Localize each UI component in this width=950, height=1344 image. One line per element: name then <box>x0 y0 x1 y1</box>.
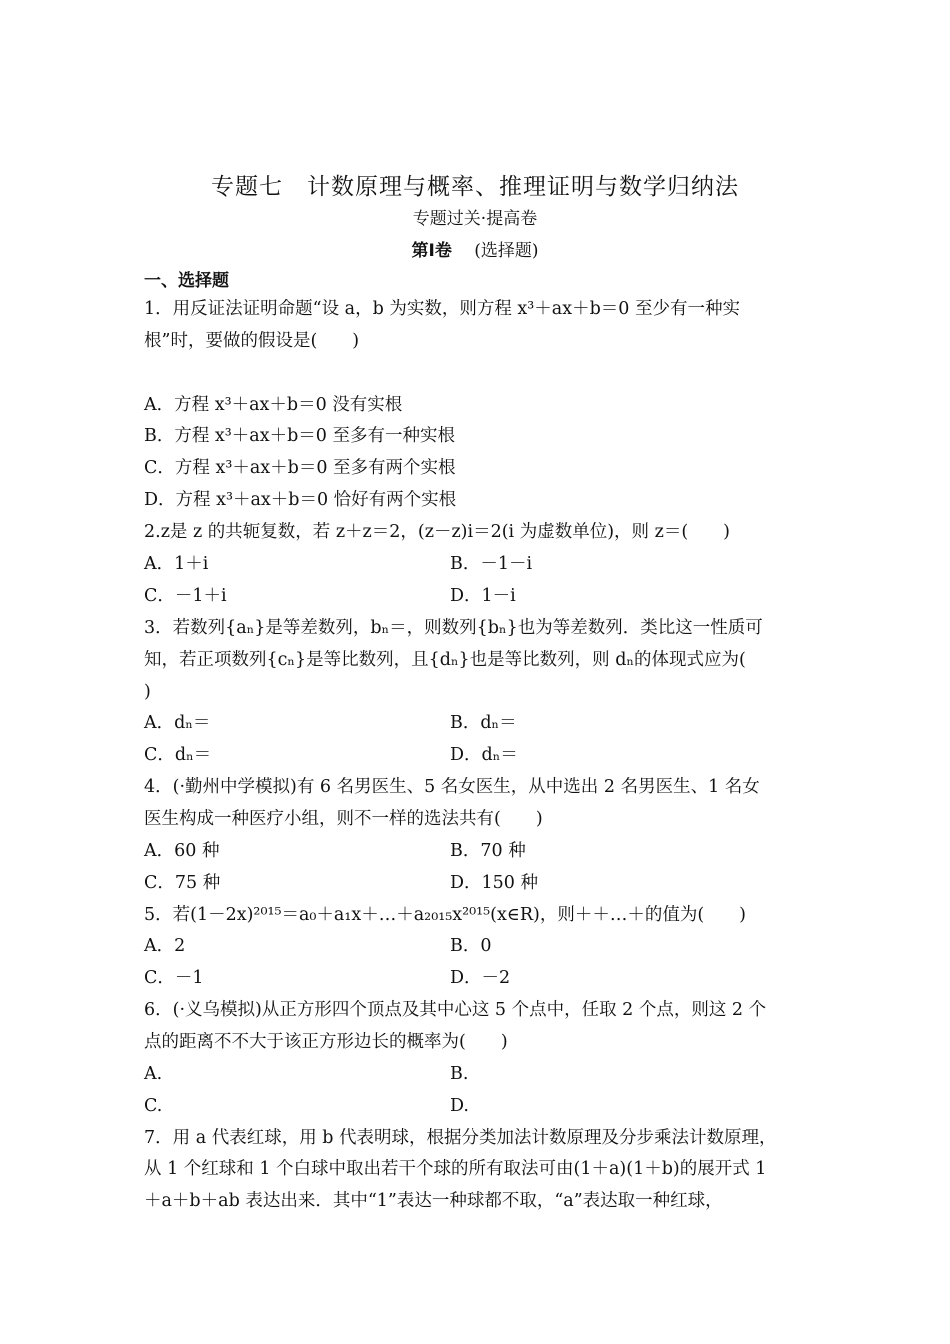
question-6-line-1: 6．(·义乌模拟)从正方形四个顶点及其中心这 5 个点中，任取 2 个点，则这 2 个 <box>144 1000 767 1020</box>
question-5-line: 5．若(1－2x)²⁰¹⁵＝a₀＋a₁x＋…＋a₂₀₁₅x²⁰¹⁵(x∈R)，则＋＋…＋的值为( ) <box>144 905 746 925</box>
question-7-line-1: 7．用 a 代表红球，用 b 代表明球，根据分类加法计数原理及分步乘法计数原理， <box>144 1128 777 1148</box>
question-2-option-d: D．1－i <box>450 586 516 606</box>
question-7-line-3: ＋a＋b＋ab 表达出来．其中“1”表达一种球都不取，“a”表达取一种红球， <box>144 1191 723 1211</box>
page-subtitle: 专题过关·提高卷 <box>412 209 538 229</box>
question-1-option-a: A．方程 x³＋ax＋b＝0 没有实根 <box>144 395 403 415</box>
volume-heading <box>0 236 950 261</box>
volume-label: 第Ⅰ卷 <box>411 241 452 261</box>
question-6-option-a: A. <box>144 1064 163 1084</box>
question-1-option-c: C．方程 x³＋ax＋b＝0 至多有两个实根 <box>144 458 456 478</box>
question-3-line-3: ) <box>144 682 151 702</box>
question-5-option-c: C．－1 <box>144 968 204 988</box>
question-3-line-1: 3．若数列{aₙ}是等差数列，bₙ＝，则数列{bₙ}也为等差数列．类比这一性质可 <box>144 618 763 638</box>
question-4-option-c: C．75 种 <box>144 873 221 893</box>
question-3-option-b: B．dₙ＝ <box>450 713 517 733</box>
question-6-option-d: D. <box>450 1096 469 1116</box>
question-4-line-1: 4．(·勤州中学模拟)有 6 名男医生、5 名女医生，从中选出 2 名男医生、1 名女 <box>144 777 760 797</box>
question-3-line-2: 知，若正项数列{cₙ}是等比数列，且{dₙ}也是等比数列，则 dₙ的体现式应为( <box>144 650 746 670</box>
question-1-option-d: D．方程 x³＋ax＋b＝0 恰好有两个实根 <box>144 490 457 510</box>
question-4-line-2: 医生构成一种医疗小组，则不一样的选法共有( ) <box>144 809 543 829</box>
question-2-option-b: B．－1－i <box>450 554 533 574</box>
question-5-option-d: D．－2 <box>450 968 511 988</box>
question-6-line-2: 点的距离不不大于该正方形边长的概率为( ) <box>144 1032 508 1052</box>
question-6-option-c: C. <box>144 1096 163 1116</box>
question-4-option-d: D．150 种 <box>450 873 538 893</box>
section-heading: 一、选择题 <box>144 271 229 291</box>
question-6-option-b: B. <box>450 1064 469 1084</box>
question-2-option-c: C．－1＋i <box>144 586 227 606</box>
question-1-line-2: 根”时，要做的假设是( ) <box>144 331 360 351</box>
question-1-line-1: 1．用反证法证明命题“设 a，b 为实数，则方程 x³＋ax＋b＝0 至少有一种实 <box>144 299 740 319</box>
question-3-option-c: C．dₙ＝ <box>144 745 212 765</box>
question-4-option-b: B．70 种 <box>450 841 526 861</box>
question-2-line: 2.z是 z 的共轭复数，若 z＋z＝2，(z－z)i＝2(i 为虚数单位)，则 z＝( ) <box>144 522 730 542</box>
question-7-line-2: 从 1 个红球和 1 个白球中取出若干个球的所有取法可由(1＋a)(1＋b)的展开式 1 <box>144 1159 767 1179</box>
question-2-option-a: A．1＋i <box>144 554 209 574</box>
question-3-option-a: A．dₙ＝ <box>144 713 211 733</box>
question-4-option-a: A．60 种 <box>144 841 220 861</box>
question-3-option-d: D．dₙ＝ <box>450 745 518 765</box>
page-title: 专题七 计数原理与概率、推理证明与数学归纳法 <box>211 174 739 200</box>
volume-type: (选择题) <box>474 241 539 261</box>
question-5-option-a: A．2 <box>144 936 186 956</box>
question-1-option-b: B．方程 x³＋ax＋b＝0 至多有一种实根 <box>144 426 456 446</box>
question-5-option-b: B．0 <box>450 936 492 956</box>
